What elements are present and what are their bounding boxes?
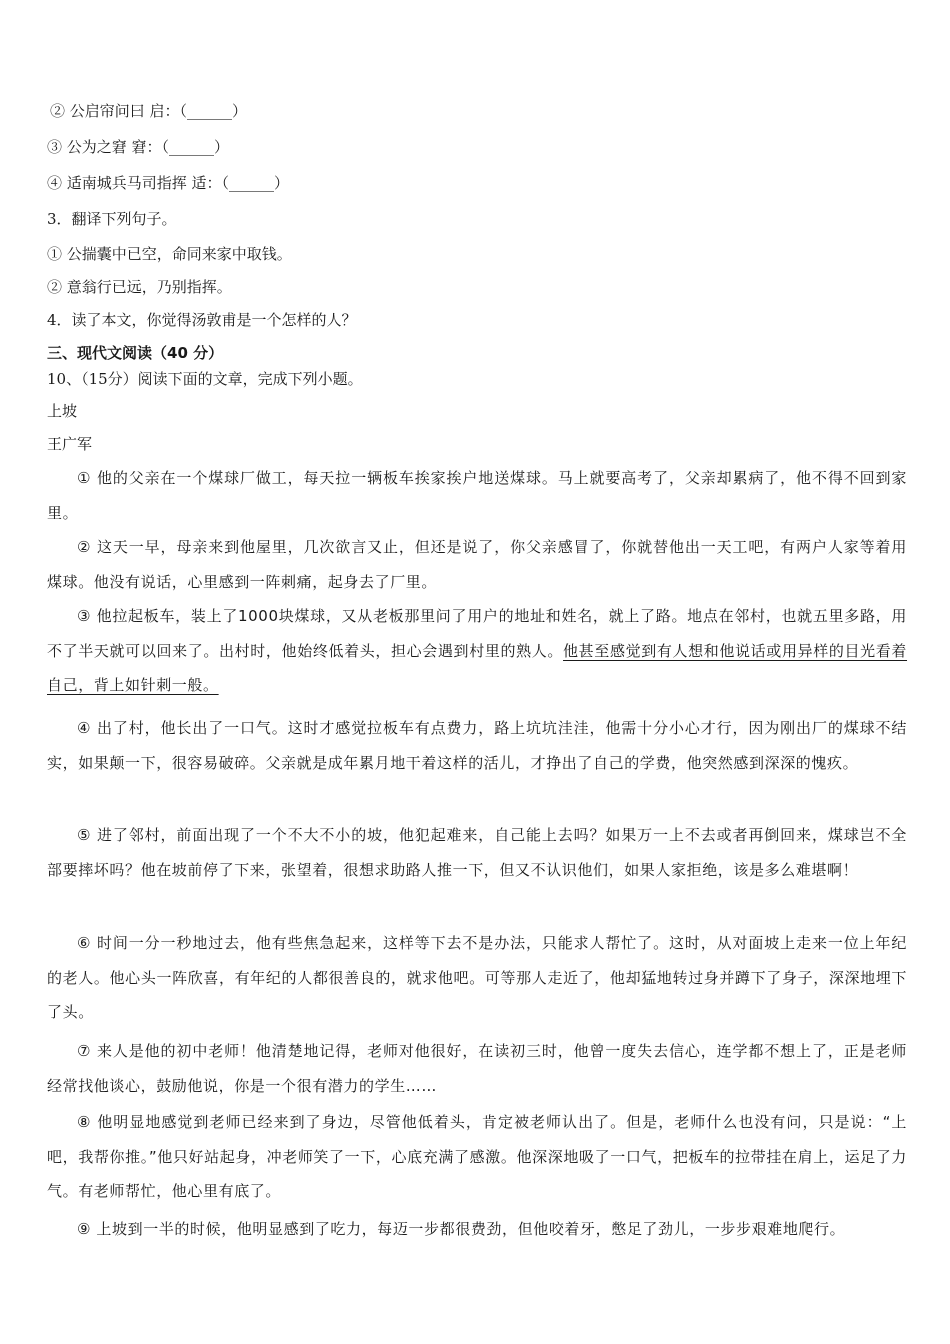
question-3-title: 3．翻译下列句子。 [47, 210, 177, 228]
paragraph-3-text: ③ 他拉起板车，装上了1000块煤球，又从老板那里问了用户的地址和姓名，就上了路。地点在邻村，也就五里多路，用不了半天就可以回来了。出村时，他始终低着头，担心会遇到村里的熟人。 [47, 607, 907, 660]
paragraph-8: ⑧ 他明显地感觉到老师已经来到了身边，尽管他低着头，肯定被老师认出了。但是，老师什么也没有问，只是说：“上吧，我帮你推。”他只好站起身，冲老师笑了一下，心底充满了感激。他深深地吸了一口气，把板车的拉带挂在肩上，运足了力气。有老师帮忙，他心里有底了。 [47, 1113, 907, 1200]
question-2-item-4: ④ 适南城兵马司指挥 适：（______） [47, 174, 290, 192]
paragraph-1: ① 他的父亲在一个煤球厂做工，每天拉一辆板车挨家挨户地送煤球。马上就要高考了，父亲却累病了，他不得不回到家里。 [47, 469, 907, 522]
question-2-item-3: ③ 公为之窘 窘：（______） [47, 138, 230, 156]
paragraph-6: ⑥ 时间一分一秒地过去，他有些焦急起来，这样等下去不是办法，只能求人帮忙了。这时，从对面坡上走来一位上年纪的老人。他心头一阵欣喜，有年纪的人都很善良的，就求他吧。可等那人走近了，他却猛地转过身并蹲下了身子，深深地埋下了头。 [47, 934, 907, 1021]
paragraph-7: ⑦ 来人是他的初中老师！他清楚地记得，老师对他很好，在读初三时，他曾一度失去信心，连学都不想上了，正是老师经常找他谈心，鼓励他说，你是一个很有潜力的学生…… [47, 1042, 907, 1095]
paragraph-2: ② 这天一早，母亲来到他屋里，几次欲言又止，但还是说了，你父亲感冒了，你就替他出一天工吧，有两户人家等着用煤球。他没有说话，心里感到一阵刺痛，起身去了厂里。 [47, 538, 907, 591]
question-4-title: 4．读了本文，你觉得汤敦甫是一个怎样的人？ [47, 311, 357, 329]
paragraph-5: ⑤ 进了邻村，前面出现了一个不大不小的坡，他犯起难来，自己能上去吗？如果万一上不去或者再倒回来，煤球岂不全部要摔坏吗？他在坡前停了下来，张望着，很想求助路人推一下，但又不认识他们，如果人家拒绝，该是多么难堪啊！ [47, 826, 907, 879]
paragraph-9: ⑨ 上坡到一半的时候，他明显感到了吃力，每迈一步都很费劲，但他咬着牙，憋足了劲儿，一步步艰难地爬行。 [77, 1220, 846, 1238]
question-3-item-1: ① 公揣囊中已空，命同来家中取钱。 [47, 245, 292, 263]
paragraph-3-underlined-sentence: 他甚至感觉到有人想和他说话或用异样的目光看着自己，背上如针刺一般。 [47, 641, 908, 694]
section-task: 10、（15分）阅读下面的文章，完成下列小题。 [47, 370, 363, 388]
question-2-item-2: ② 公启帘问曰 启：（______） [50, 102, 248, 120]
question-3-item-2: ② 意翁行已远，乃别指挥。 [47, 278, 232, 296]
article-author: 王广军 [47, 435, 93, 453]
article-title: 上坡 [47, 402, 78, 420]
paragraph-3 [47, 599, 907, 703]
paragraph-4: ④ 出了村，他长出了一口气。这时才感觉拉板车有点费力，路上坑坑洼洼，他需十分小心才行，因为刚出厂的煤球不结实，如果颠一下，很容易破碎。父亲就是成年累月地干着这样的活儿，才挣出了自己的学费，他突然感到深深的愧疚。 [47, 719, 907, 772]
section-heading: 三、现代文阅读（40 分） [47, 344, 224, 362]
